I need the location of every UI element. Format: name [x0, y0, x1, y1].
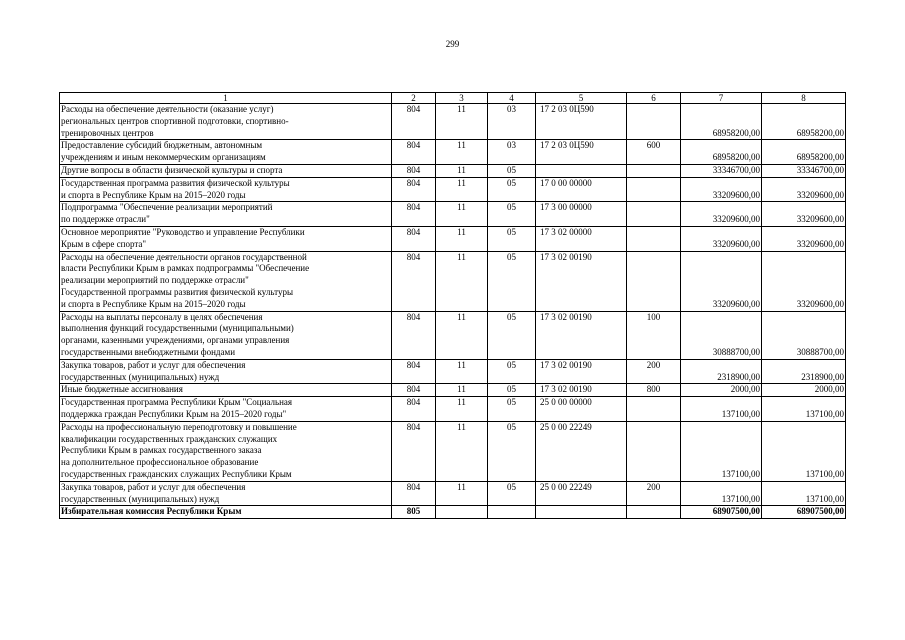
description-line: Расходы на выплаты персоналу в целях обеспечения — [61, 311, 263, 322]
row-description — [60, 311, 392, 359]
description-line: Подпрограмма "Обеспечение реализации мероприятий — [61, 202, 273, 213]
section-code: 11 — [436, 177, 488, 202]
target-article-code: 25 0 00 22249 — [536, 421, 627, 481]
description-line: Предоставление субсидий бюджетным, автономным — [61, 140, 263, 151]
ministry-code: 804 — [392, 384, 436, 397]
target-article-code: 17 3 02 00190 — [536, 251, 627, 311]
description-line: Республики Крым в рамках государственного заказа — [61, 445, 262, 456]
description-line: органами, казенными учреждениями, органами управления — [61, 335, 290, 346]
description-line: тренировочных центров — [61, 127, 154, 138]
section-code: 11 — [436, 202, 488, 227]
expense-type-code: 100 — [627, 311, 681, 359]
description-line: Закупка товаров, работ и услуг для обеспечения — [61, 481, 246, 492]
description-line: по поддержке отрасли" — [61, 214, 150, 225]
row-description — [60, 140, 392, 165]
column-header: 2 — [392, 93, 436, 104]
section-code: 11 — [436, 311, 488, 359]
row-description — [60, 251, 392, 311]
row-description — [60, 202, 392, 227]
subsection-code: 05 — [488, 164, 536, 177]
amount-year-1: 137100,00 — [681, 397, 762, 422]
table-row — [60, 251, 846, 311]
column-header: 3 — [436, 93, 488, 104]
description-line: Крым в сфере спорта" — [61, 238, 147, 249]
amount-year-2: 30888700,00 — [762, 311, 846, 359]
target-article-code — [536, 164, 627, 177]
table-row — [60, 359, 846, 384]
expense-type-code: 200 — [627, 359, 681, 384]
amount-year-2: 137100,00 — [762, 421, 846, 481]
description-line: региональных центров спортивной подготовки, спортивно- — [61, 115, 289, 126]
ministry-code: 804 — [392, 421, 436, 481]
target-article-code: 17 3 02 00190 — [536, 311, 627, 359]
target-article-code: 17 3 02 00190 — [536, 384, 627, 397]
column-header: 7 — [681, 93, 762, 104]
amount-year-2: 137100,00 — [762, 397, 846, 422]
description-line: Расходы на профессиональную переподготовку и повышение — [61, 421, 297, 432]
description-line: Основное мероприятие "Руководство и управление Республики — [61, 226, 305, 237]
row-description — [60, 397, 392, 422]
amount-year-1: 30888700,00 — [681, 311, 762, 359]
ministry-code: 804 — [392, 177, 436, 202]
description-line: государственных (муниципальных) нужд — [61, 493, 220, 504]
target-article-code: 17 3 02 00000 — [536, 226, 627, 251]
description-line: государственных (муниципальных) нужд — [61, 371, 220, 382]
section-code: 11 — [436, 226, 488, 251]
ministry-code: 804 — [392, 140, 436, 165]
description-line: и спорта в Республике Крым на 2015–2020 годы — [61, 189, 246, 200]
ministry-code: 804 — [392, 251, 436, 311]
section-code — [436, 506, 488, 519]
expense-type-code — [627, 202, 681, 227]
row-description — [60, 506, 392, 519]
amount-year-2: 68958200,00 — [762, 104, 846, 140]
expense-type-code — [627, 251, 681, 311]
subsection-code: 05 — [488, 202, 536, 227]
subsection-code: 05 — [488, 251, 536, 311]
description-line: государственными внебюджетными фондами — [61, 346, 236, 357]
subsection-code: 05 — [488, 177, 536, 202]
column-header: 1 — [60, 93, 392, 104]
description-line: государственных гражданских служащих Республики Крым — [61, 468, 292, 479]
table-row — [60, 140, 846, 165]
subsection-code: 05 — [488, 384, 536, 397]
description-line: Избирательная комиссия Республики Крым — [61, 506, 242, 517]
section-code: 11 — [436, 164, 488, 177]
row-description — [60, 164, 392, 177]
amount-year-2: 33346700,00 — [762, 164, 846, 177]
page-number: 299 — [445, 39, 460, 49]
ministry-code: 804 — [392, 359, 436, 384]
ministry-code: 804 — [392, 481, 436, 506]
amount-year-2: 33209600,00 — [762, 226, 846, 251]
amount-year-1: 137100,00 — [681, 421, 762, 481]
amount-year-2: 68958200,00 — [762, 140, 846, 165]
amount-year-1: 33209600,00 — [681, 177, 762, 202]
table-row — [60, 421, 846, 481]
section-code: 11 — [436, 359, 488, 384]
target-article-code: 17 2 03 0Ц590 — [536, 140, 627, 165]
row-description — [60, 481, 392, 506]
expense-type-code: 600 — [627, 140, 681, 165]
description-line: Государственной программы развития физической культуры — [61, 286, 293, 297]
description-line: Расходы на обеспечение деятельности органов государственной — [61, 251, 307, 262]
amount-year-1: 2318900,00 — [681, 359, 762, 384]
description-line: власти Республики Крым в рамках подпрограммы "Обеспечение — [61, 263, 310, 274]
row-description — [60, 226, 392, 251]
ministry-code: 804 — [392, 104, 436, 140]
column-header: 6 — [627, 93, 681, 104]
subsection-code: 05 — [488, 226, 536, 251]
expense-type-code — [627, 104, 681, 140]
amount-year-2: 2318900,00 — [762, 359, 846, 384]
subsection-code: 05 — [488, 421, 536, 481]
amount-year-1: 68907500,00 — [681, 506, 762, 519]
subsection-code: 05 — [488, 359, 536, 384]
section-code: 11 — [436, 384, 488, 397]
ministry-code: 804 — [392, 311, 436, 359]
section-code: 11 — [436, 140, 488, 165]
column-header: 5 — [536, 93, 627, 104]
row-description — [60, 177, 392, 202]
ministry-code: 804 — [392, 397, 436, 422]
description-line: выполнения функций государственными (муниципальными) — [61, 323, 294, 334]
table-row — [60, 177, 846, 202]
description-line: Государственная программа развития физической культуры — [61, 177, 290, 188]
amount-year-1: 68958200,00 — [681, 104, 762, 140]
expense-type-code: 200 — [627, 481, 681, 506]
expense-type-code — [627, 177, 681, 202]
amount-year-2: 33209600,00 — [762, 177, 846, 202]
amount-year-2: 2000,00 — [762, 384, 846, 397]
row-description — [60, 104, 392, 140]
subsection-code — [488, 506, 536, 519]
amount-year-2: 33209600,00 — [762, 202, 846, 227]
row-description — [60, 384, 392, 397]
expense-type-code — [627, 506, 681, 519]
amount-year-2: 68907500,00 — [762, 506, 846, 519]
table-row — [60, 164, 846, 177]
table-row — [60, 104, 846, 140]
target-article-code: 17 3 02 00190 — [536, 359, 627, 384]
table-row — [60, 506, 846, 519]
amount-year-1: 33209600,00 — [681, 226, 762, 251]
target-article-code: 17 2 03 0Ц590 — [536, 104, 627, 140]
description-line: Иные бюджетные ассигнования — [61, 384, 183, 395]
expense-type-code — [627, 226, 681, 251]
column-header: 8 — [762, 93, 846, 104]
section-code: 11 — [436, 421, 488, 481]
description-line: Закупка товаров, работ и услуг для обеспечения — [61, 359, 246, 370]
column-header: 4 — [488, 93, 536, 104]
table-row — [60, 226, 846, 251]
subsection-code: 05 — [488, 397, 536, 422]
ministry-code: 805 — [392, 506, 436, 519]
target-article-code — [536, 506, 627, 519]
section-code: 11 — [436, 481, 488, 506]
expense-type-code: 800 — [627, 384, 681, 397]
amount-year-1: 2000,00 — [681, 384, 762, 397]
amount-year-2: 137100,00 — [762, 481, 846, 506]
description-line: на дополнительное профессиональное образование — [61, 457, 259, 468]
row-description — [60, 421, 392, 481]
expense-type-code — [627, 164, 681, 177]
amount-year-1: 33209600,00 — [681, 251, 762, 311]
subsection-code: 05 — [488, 481, 536, 506]
amount-year-2: 33209600,00 — [762, 251, 846, 311]
target-article-code: 17 0 00 00000 — [536, 177, 627, 202]
table-header-row — [60, 93, 846, 104]
expense-type-code — [627, 397, 681, 422]
table-row — [60, 202, 846, 227]
description-line: реализации мероприятий по поддержке отрасли" — [61, 275, 249, 286]
amount-year-1: 137100,00 — [681, 481, 762, 506]
description-line: Другие вопросы в области физической культуры и спорта — [61, 164, 283, 175]
target-article-code: 25 0 00 00000 — [536, 397, 627, 422]
table-row — [60, 384, 846, 397]
amount-year-1: 33346700,00 — [681, 164, 762, 177]
section-code: 11 — [436, 251, 488, 311]
section-code: 11 — [436, 397, 488, 422]
table-row — [60, 481, 846, 506]
target-article-code: 17 3 00 00000 — [536, 202, 627, 227]
target-article-code: 25 0 00 22249 — [536, 481, 627, 506]
subsection-code: 03 — [488, 104, 536, 140]
row-description — [60, 359, 392, 384]
description-line: Государственная программа Республики Крым "Социальная — [61, 397, 293, 408]
description-line: поддержка граждан Республики Крым на 2015–2020 годы" — [61, 408, 287, 419]
ministry-code: 804 — [392, 164, 436, 177]
description-line: и спорта в Республике Крым на 2015–2020 годы — [61, 298, 246, 309]
amount-year-1: 33209600,00 — [681, 202, 762, 227]
expense-type-code — [627, 421, 681, 481]
subsection-code: 03 — [488, 140, 536, 165]
budget-table — [59, 92, 846, 519]
subsection-code: 05 — [488, 311, 536, 359]
table-row — [60, 397, 846, 422]
amount-year-1: 68958200,00 — [681, 140, 762, 165]
ministry-code: 804 — [392, 226, 436, 251]
section-code: 11 — [436, 104, 488, 140]
ministry-code: 804 — [392, 202, 436, 227]
description-line: Расходы на обеспечение деятельности (оказание услуг) — [61, 104, 274, 114]
description-line: учреждениям и иным некоммерческим организациям — [61, 152, 266, 163]
description-line: квалификации государственных гражданских служащих — [61, 433, 278, 444]
table-row — [60, 311, 846, 359]
